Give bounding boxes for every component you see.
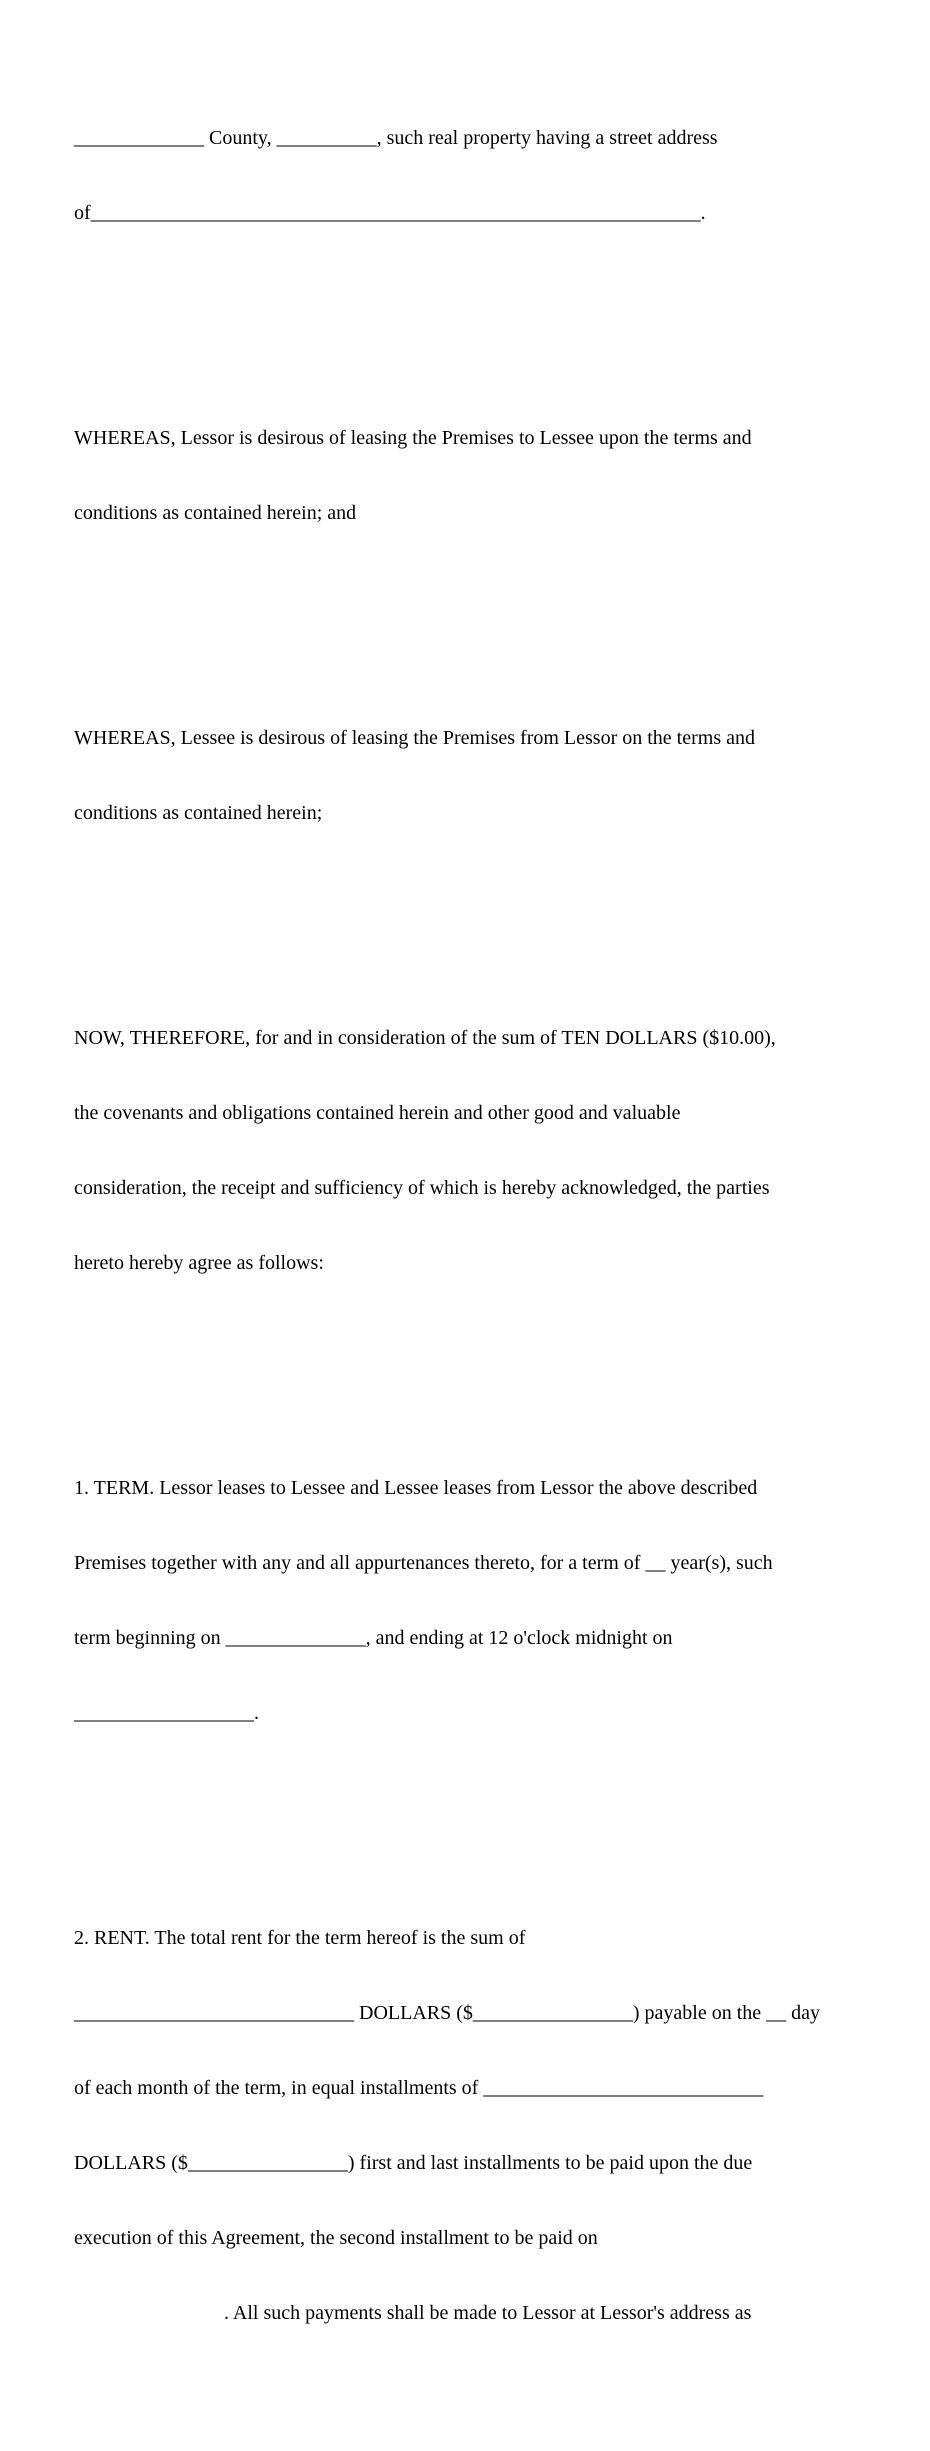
paragraph-section-2-rent: [74, 1876, 890, 2376]
document-line: conditions as contained herein; and: [74, 502, 357, 524]
document-line: WHEREAS, Lessor is desirous of leasing the Premises to Lessee upon the terms and: [74, 427, 752, 449]
document-line: ____________________________ DOLLARS ($________________) payable on the __ day: [74, 2002, 821, 2024]
document-line: of each month of the term, in equal installments of ____________________________: [74, 2077, 764, 2099]
document-line: of_____________________________________________________________.: [74, 202, 706, 224]
paragraph-section-1-term: [74, 1426, 890, 1776]
document-line: conditions as contained herein;: [74, 802, 323, 824]
document-line: the covenants and obligations contained herein and other good and valuable: [74, 1102, 681, 1124]
document-line: . All such payments shall be made to Lessor at Lessor's address as: [74, 2302, 752, 2324]
document-line: Premises together with any and all appurtenances thereto, for a term of __ year(s), such: [74, 1552, 773, 1574]
document-line: execution of this Agreement, the second installment to be paid on: [74, 2227, 598, 2249]
paragraph-whereas-lessor: [74, 376, 890, 576]
paragraph-whereas-lessee: [74, 676, 890, 876]
document-line: 2. RENT. The total rent for the term hereof is the sum of: [74, 1927, 526, 1949]
document-line: NOW, THEREFORE, for and in consideration of the sum of TEN DOLLARS ($10.00),: [74, 1027, 776, 1049]
document-line: 1. TERM. Lessor leases to Lessee and Lessee leases from Lessor the above described: [74, 1477, 758, 1499]
document-line: hereto hereby agree as follows:: [74, 1252, 324, 1274]
document-line: WHEREAS, Lessee is desirous of leasing the Premises from Lessor on the terms and: [74, 727, 755, 749]
document-line: _____________ County, __________, such real property having a street address: [74, 127, 718, 149]
paragraph-property-location: [74, 76, 890, 276]
document-line: __________________.: [74, 1702, 259, 1724]
paragraph-now-therefore: [74, 976, 890, 1326]
document-line: DOLLARS ($________________) first and last installments to be paid upon the due: [74, 2152, 753, 2174]
document-line: consideration, the receipt and sufficiency of which is hereby acknowledged, the parties: [74, 1177, 770, 1199]
document-line: term beginning on ______________, and ending at 12 o'clock midnight on: [74, 1627, 673, 1649]
